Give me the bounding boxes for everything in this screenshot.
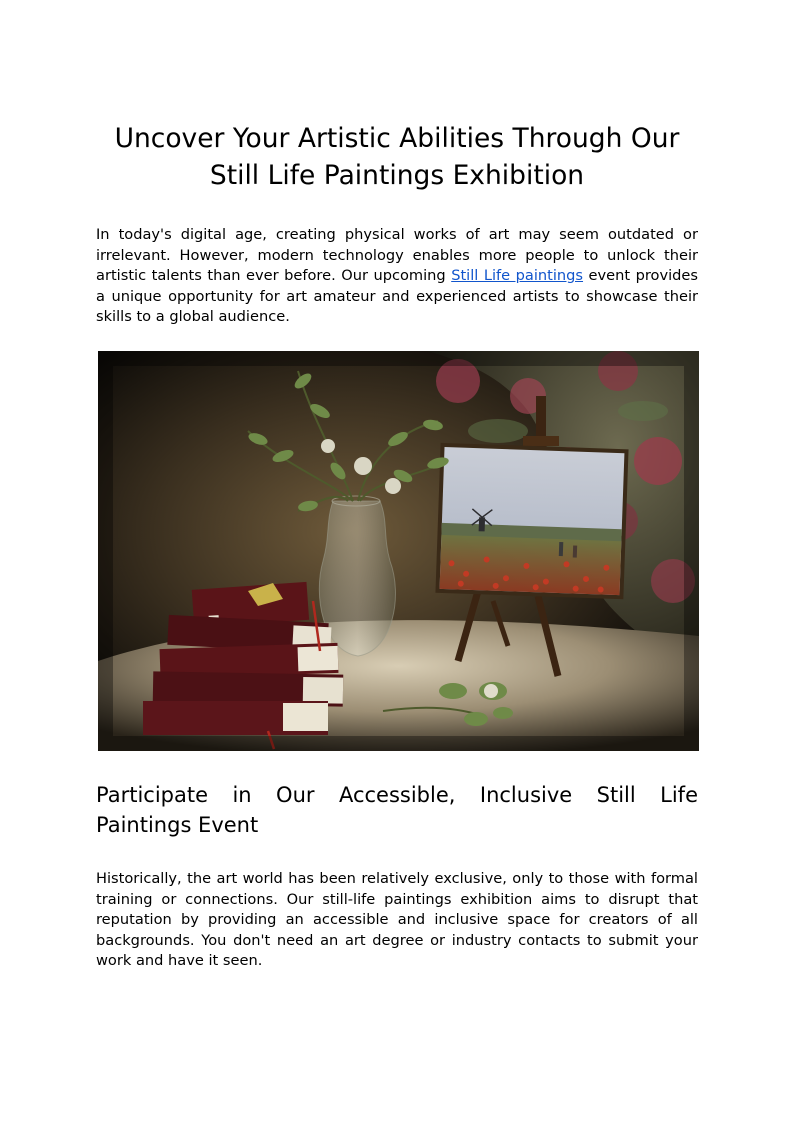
still-life-photo [98,351,699,751]
page-title: Uncover Your Artistic Abilities Through Our Still Life Paintings Exhibition [114,123,680,191]
intro-text-end: event provides a unique opportunity for art amateur and experienced artists to showcase their skills to a global audience. [96,267,698,325]
section-heading-line-2: Paintings Event [96,813,259,837]
section-paragraph: Historically, the art world has been relatively exclusive, only to those with formal training or connections. Our still-life paintings exhibition aims to disrupt that reputation by providing an accessible and inclusive space for creators of all backgrounds. You don't need an art degree or industry contacts to submit your work and have it seen. [96,870,698,969]
still-life-paintings-link[interactable]: Still Life paintings [451,267,584,284]
section-heading [96,780,698,840]
intro-text-start: In today's digital age, creating physical works of art may seem outdated or irrelevant. However, modern technology enables more people to unlock their artistic talents than ever before. Our upcoming [96,226,698,284]
section-heading-line-1: Participate in Our Accessible, Inclusive Still Life [96,783,698,807]
intro-paragraph [96,225,698,328]
